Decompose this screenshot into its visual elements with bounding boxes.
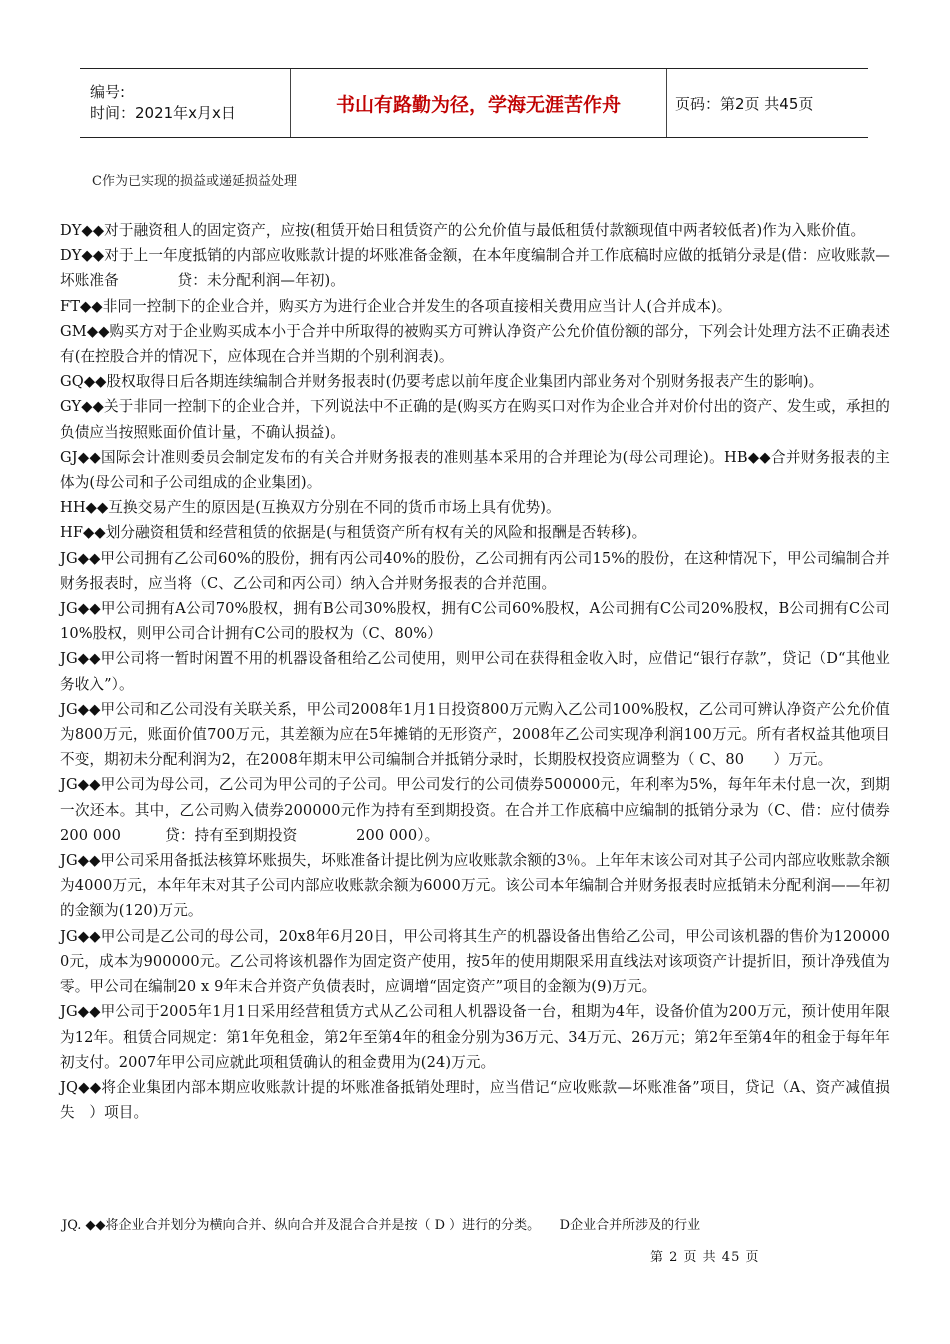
paragraph: GQ◆◆股权取得日后各期连续编制合并财务报表时(仍要考虑以前年度企业集团内部业务对个别财务报表产生的影响)。: [60, 373, 824, 391]
document-body: [60, 218, 935, 1125]
paragraph: GM◆◆购买方对于企业购买成本小于合并中所取得的被购买方可辨认净资产公允价值份额的部分，下列会计处理方法不正确表述有(在控股合并的情况下，应体现在合并当期的个别利润表)。: [60, 322, 890, 366]
paragraph: DY◆◆对于融资租人的固定资产，应按(租赁开始日租赁资产的公允价值与最低租赁付款额现值中两者较低者)作为入账价值。: [60, 222, 866, 239]
header-info-cell: [80, 69, 291, 137]
time-label: 时间：2021年x月x日: [90, 104, 236, 122]
header-table: [80, 68, 868, 138]
page-footer: 第 2 页 共 45 页: [650, 1250, 760, 1265]
motto-text: 书山有路勤为径，学海无涯苦作舟: [335, 93, 621, 116]
header-motto-cell: [291, 69, 667, 137]
paragraph: GJ◆◆国际会计准则委员会制定发布的有关合并财务报表的准则基本采用的合并理论为(母公司理论)。HB◆◆合并财务报表的主体为(母公司和子公司组成的企业集团)。: [60, 448, 890, 492]
paragraph: JG◆◆甲公司拥有A公司70%股权，拥有B公司30%股权，拥有C公司60%股权，A公司拥有C公司20%股权，B公司拥有C公司10%股权，则甲公司合计拥有C公司的股权为（C、80%）: [60, 600, 890, 643]
paragraph: JG◆◆甲公司和乙公司没有关联关系，甲公司2008年1月1日投资800万元购入乙公司100%股权，乙公司可辨认净资产公允价值为800万元，账面价值700万元，其差额为应在5年摊销的无形资产，2008年乙公司实现净利润100万元。所有者权益其他项目不变，期初未分配利润为2，在2008年期末甲公司编制合并抵销分录时，长期股权投资应调整为（ C、80 ）万元。: [60, 700, 890, 769]
paragraph: HH◆◆互换交易产生的原因是(互换双方分别在不同的货币市场上具有优势)。: [60, 499, 561, 517]
paragraph: GY◆◆关于非同一控制下的企业合并，下列说法中不正确的是(购买方在购买口对作为企业合并对价付出的资产、发生或，承担的负债应当按照账面价值计量，不确认损益)。: [60, 398, 890, 441]
paragraph: JG◆◆甲公司为母公司，乙公司为甲公司的子公司。甲公司发行的公司债券500000元，年利率为5%，每年年未付息一次，到期一次还本。其中，乙公司购入债券200000元作为持有至到期投资。在合并工作底稿中应编制的抵销分录为（C、借：应付债券 200 000 贷：持有至到期投资 200 000）。: [60, 776, 935, 844]
paragraph: FT◆◆非同一控制下的企业合并，购买方为进行企业合并发生的各项直接相关费用应当计人(合并成本)。: [60, 297, 732, 315]
paragraph: JQ◆◆将企业集团内部本期应收账款计提的坏账准备抵销处理时，应当借记“应收账款—坏账准备”项目，贷记（A、资产减值损失 ）项目。: [60, 1078, 890, 1122]
paragraph: JG◆◆甲公司拥有乙公司60%的股份，拥有丙公司40%的股份，乙公司拥有丙公司15%的股份，在这种情况下，甲公司编制合并财务报表时，应当将（C、乙公司和丙公司）纳入合并财务报表的合并范围。: [60, 549, 890, 592]
header-page-cell: [667, 69, 868, 137]
paragraph: HF◆◆划分融资租赁和经营租赁的依据是(与租赁资产所有权有关的风险和报酬是否转移)。: [60, 524, 647, 542]
paragraph: JG◆◆甲公司是乙公司的母公司，20x8年6月20日，甲公司将其生产的机器设备出售给乙公司，甲公司该机器的售价为1200000元，成本为900000元。乙公司将该机器作为固定资产使用，按5年的使用期限采用直线法对该项资产计提折旧，预计净残值为零。甲公司在编制20 x 9年末合并资产负债表时，应调增“固定资产”项目的金额为(9)万元。: [60, 927, 890, 996]
lead-line: C作为已实现的损益或递延损益处理: [92, 174, 297, 189]
paragraph: JG◆◆甲公司于2005年1月1日采用经营租赁方式从乙公司租人机器设备一台，租期为4年，设备价值为200万元，预计使用年限为12年。租赁合同规定：第1年免租金，第2年至第4年的租金分别为36万元、34万元、26万元；第2年至第4年的租金于每年年初支付。2007年甲公司应就此项租赁确认的租金费用为(24)万元。: [60, 1003, 890, 1071]
last-line: JQ. ◆◆将企业合并划分为横向合并、纵向合并及混合合并是按（ D ）进行的分类。 D企业合并所涉及的行业: [62, 1218, 701, 1233]
number-label: 编号:: [90, 83, 126, 101]
paragraph: JG◆◆甲公司采用备抵法核算坏账损失，坏账准备计提比例为应收账款余额的3％。上年年末该公司对其子公司内部应收账款余额为4000万元，本年年末对其子公司内部应收账款余额为6000万元。该公司本年编制合并财务报表时应抵销未分配利润——年初的金额为(120)万元。: [60, 852, 890, 920]
paragraph: JG◆◆甲公司将一暂时闲置不用的机器设备租给乙公司使用，则甲公司在获得租金收入时，应借记“银行存款”，贷记（D“其他业务收入”）。: [60, 650, 890, 693]
paragraph: DY◆◆对于上一年度抵销的内部应收账款计提的坏账准备金额，在本年度编制合并工作底稿时应做的抵销分录是(借：应收账款—坏账准备 贷：未分配利润—年初)。: [60, 247, 890, 290]
page-info: 页码：第2页 共45页: [675, 94, 814, 113]
